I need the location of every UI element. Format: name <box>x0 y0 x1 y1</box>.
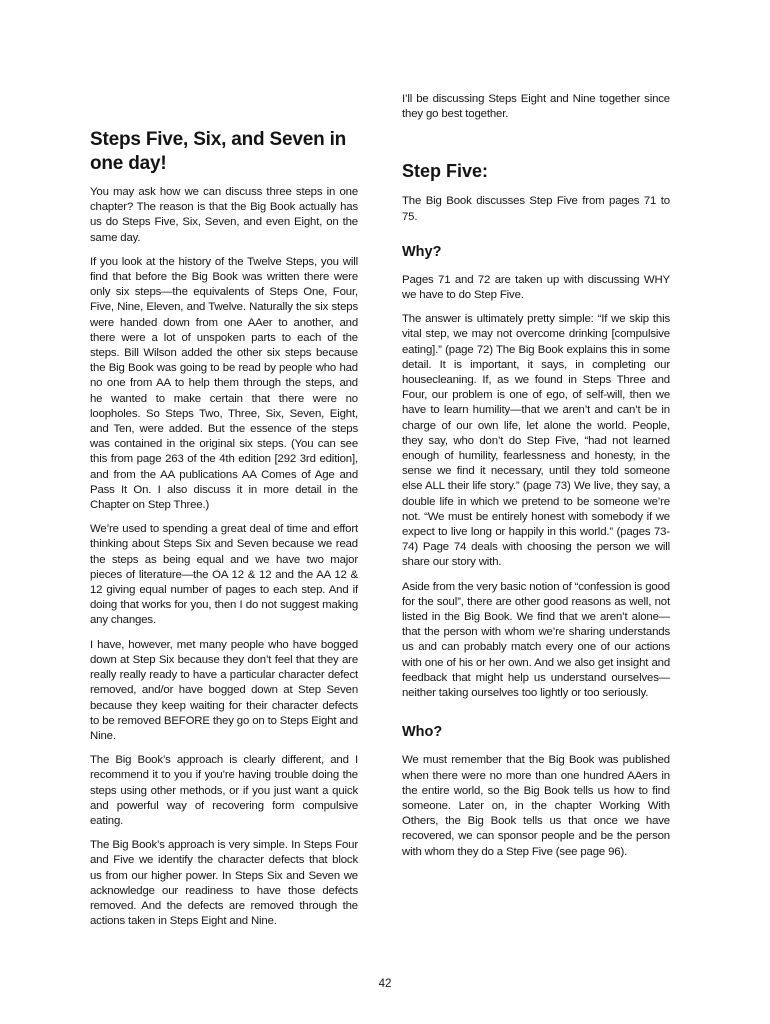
left-column <box>90 128 358 938</box>
body-paragraph: I have, however, met many people who have bogged down at Step Six because they don’t feel that they are really really ready to have a particular character defect removed, and/or have bogged down at Step Seven because they keep waiting for their character defects to be removed BEFORE they go on to Steps Eight and Nine. <box>90 638 358 742</box>
body-paragraph: You may ask how we can discuss three steps in one chapter? The reason is that the Big Book actually has us do Steps Five, Six, Seven, and even Eight, on the same day. <box>90 186 358 244</box>
why-heading: Why? <box>402 243 442 260</box>
right-column <box>402 92 670 869</box>
body-paragraph: Aside from the very basic notion of “confession is good for the soul”, there are other good reasons as well, not listed in the Big Book. We find that we aren’t alone—that the person with whom we’re sharing understands us and can probably match every one of our actions with one of his or her own. And we also get insight and feedback that might help us understand ourselves—neither taking ourselves too lightly or too seriously. <box>402 580 670 700</box>
page-number: 42 <box>378 978 392 990</box>
body-paragraph: The answer is ultimately pretty simple: “If we skip this vital step, we may not overcome drinking [compulsive eating].” (page 72) The Big Book explains this in some detail. It is important, it says, in completing our housecleaning. If, as we found in Steps Three and Four, our problem is one of ego, of self-will, then we have to learn humility—that we aren’t and can’t be in charge of our own life, let alone the world. People, they say, who don’t do Step Five, “had not learned enough of humility, fearlessness and honesty, in the sense we find it necessary, until they told someone else ALL their life story.” (page 73) We live, they say, a double life in which we pretend to be someone we’re not. “We must be entirely honest with somebody if we expect to live long or happily in this world.” (pages 73-74) Page 74 deals with choosing the person we will share our story with. <box>402 313 670 569</box>
who-heading: Who? <box>402 724 443 741</box>
step-five-heading: Step Five: <box>402 161 489 182</box>
body-paragraph: Pages 71 and 72 are taken up with discussing WHY we have to do Step Five. <box>402 273 670 302</box>
body-paragraph: We’re used to spending a great deal of time and effort thinking about Steps Six and Seven because we read the steps as being equal and we have two major pieces of literature—the OA 12 & 12 and the AA 12 & 12 giving equal number of pages to each step. And if doing that works for you, then I do not suggest making any changes. <box>90 523 358 627</box>
body-paragraph: The Big Book’s approach is clearly different, and I recommend it to you if you’re having trouble doing the steps using other methods, or if you just want a quick and powerful way of recovering form compulsive eating. <box>90 754 358 827</box>
body-paragraph: If you look at the history of the Twelve Steps, you will find that before the Big Book was written there were only six steps—the equivalents of Steps One, Four, Five, Nine, Eleven, and Twelve. Naturally the six steps were handed down from one AAer to another, and there were a lot of unspoken parts to each of the steps. Bill Wilson added the other six steps because the Big Book was going to be read by people who had no one from AA to help them through the steps, and he wanted to make certain that there were no loopholes. So Steps Two, Three, Six, Seven, Eight, and Ten, were added. But the essence of the steps was contained in the original six steps. (You can see this from page 263 of the 4th edition [292 3rd edition], and from the AA publications AA Comes of Age and Pass It On. I also discuss it in more detail in the Chapter on Step Three.) <box>90 255 358 512</box>
body-paragraph: The Big Book discusses Step Five from pages 71 to 75. <box>402 195 670 223</box>
body-paragraph: The Big Book’s approach is very simple. In Steps Four and Five we identify the character defects that block us from our higher power. In Steps Six and Seven we acknowledge our readiness to have those defects removed. And the defects are removed through the actions taken in Steps Eight and Nine. <box>90 839 358 928</box>
body-paragraph: We must remember that the Big Book was published when there were no more than one hundred AAers in the entire world, so the Big Book tells us how to find someone. Later on, in the chapter Working With Others, the Big Book tells us that once we have recovered, we can sponsor people and be the person with whom they do a Step Five (see page 96). <box>402 754 670 858</box>
intro-paragraph: I’ll be discussing Steps Eight and Nine together since they go best together. <box>402 93 670 121</box>
chapter-title: Steps Five, Six, and Seven in one day! <box>90 129 347 174</box>
